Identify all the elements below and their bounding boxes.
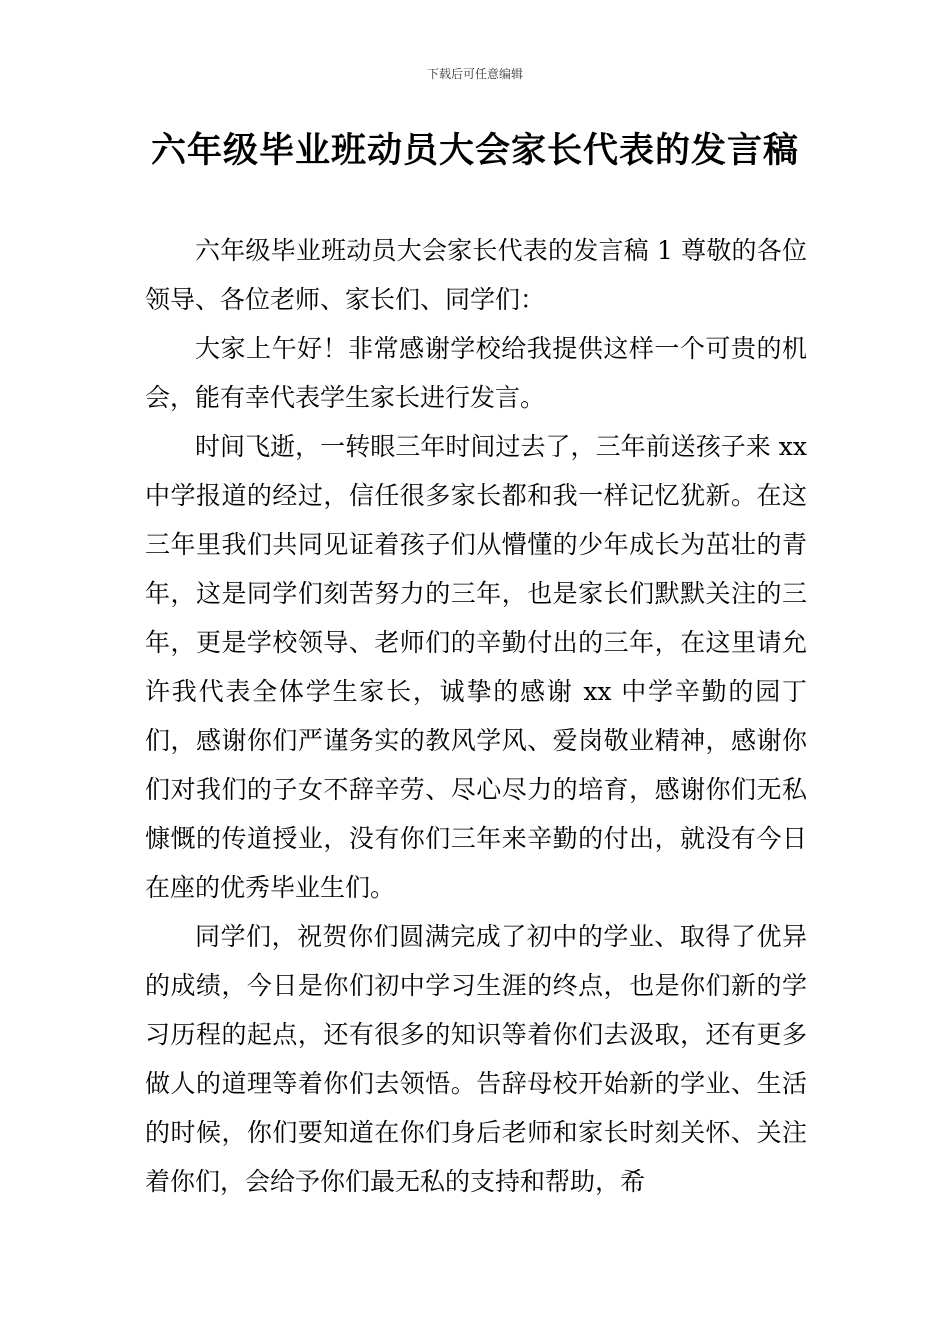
- paragraph-gratitude: 时间飞逝，一转眼三年时间过去了，三年前送孩子来 xx 中学报道的经过，信任很多家长都和我一样记忆犹新。在这三年里我们共同见证着孩子们从懵懂的少年成长为茁壮的青年，这是同学们刻苦努力的三年，也是家长们默默关注的三年，更是学校领导、老师们的辛勤付出的三年，在这里请允许我代表全体学生家长，诚挚的感谢 xx 中学辛勤的园丁们，感谢你们严谨务实的教风学风、爱岗敬业精神，感谢你们对我们的子女不辞辛劳、尽心尽力的培育，感谢你们无私慷慨的传道授业，没有你们三年来辛勤的付出，就没有今日在座的优秀毕业生们。: [145, 432, 807, 902]
- document-body: [145, 226, 807, 1206]
- paragraph-greeting: 六年级毕业班动员大会家长代表的发言稿 1 尊敬的各位领导、各位老师、家长们、同学们：: [145, 236, 807, 314]
- header-note: 下载后可任意编辑: [426, 67, 523, 81]
- paragraph-congratulations: 同学们，祝贺你们圆满完成了初中的学业、取得了优异的成绩，今日是你们初中学习生涯的终点，也是你们新的学习历程的起点，还有很多的知识等着你们去汲取，还有更多做人的道理等着你们去领悟。告辞母校开始新的学业、生活的时候，你们要知道在你们身后老师和家长时刻关怀、关注着你们，会给予你们最无私的支持和帮助，希: [145, 922, 807, 1196]
- document-title: 六年级毕业班动员大会家长代表的发言稿: [150, 131, 799, 171]
- paragraph-opening: 大家上午好！非常感谢学校给我提供这样一个可贵的机会，能有幸代表学生家长进行发言。: [145, 334, 807, 412]
